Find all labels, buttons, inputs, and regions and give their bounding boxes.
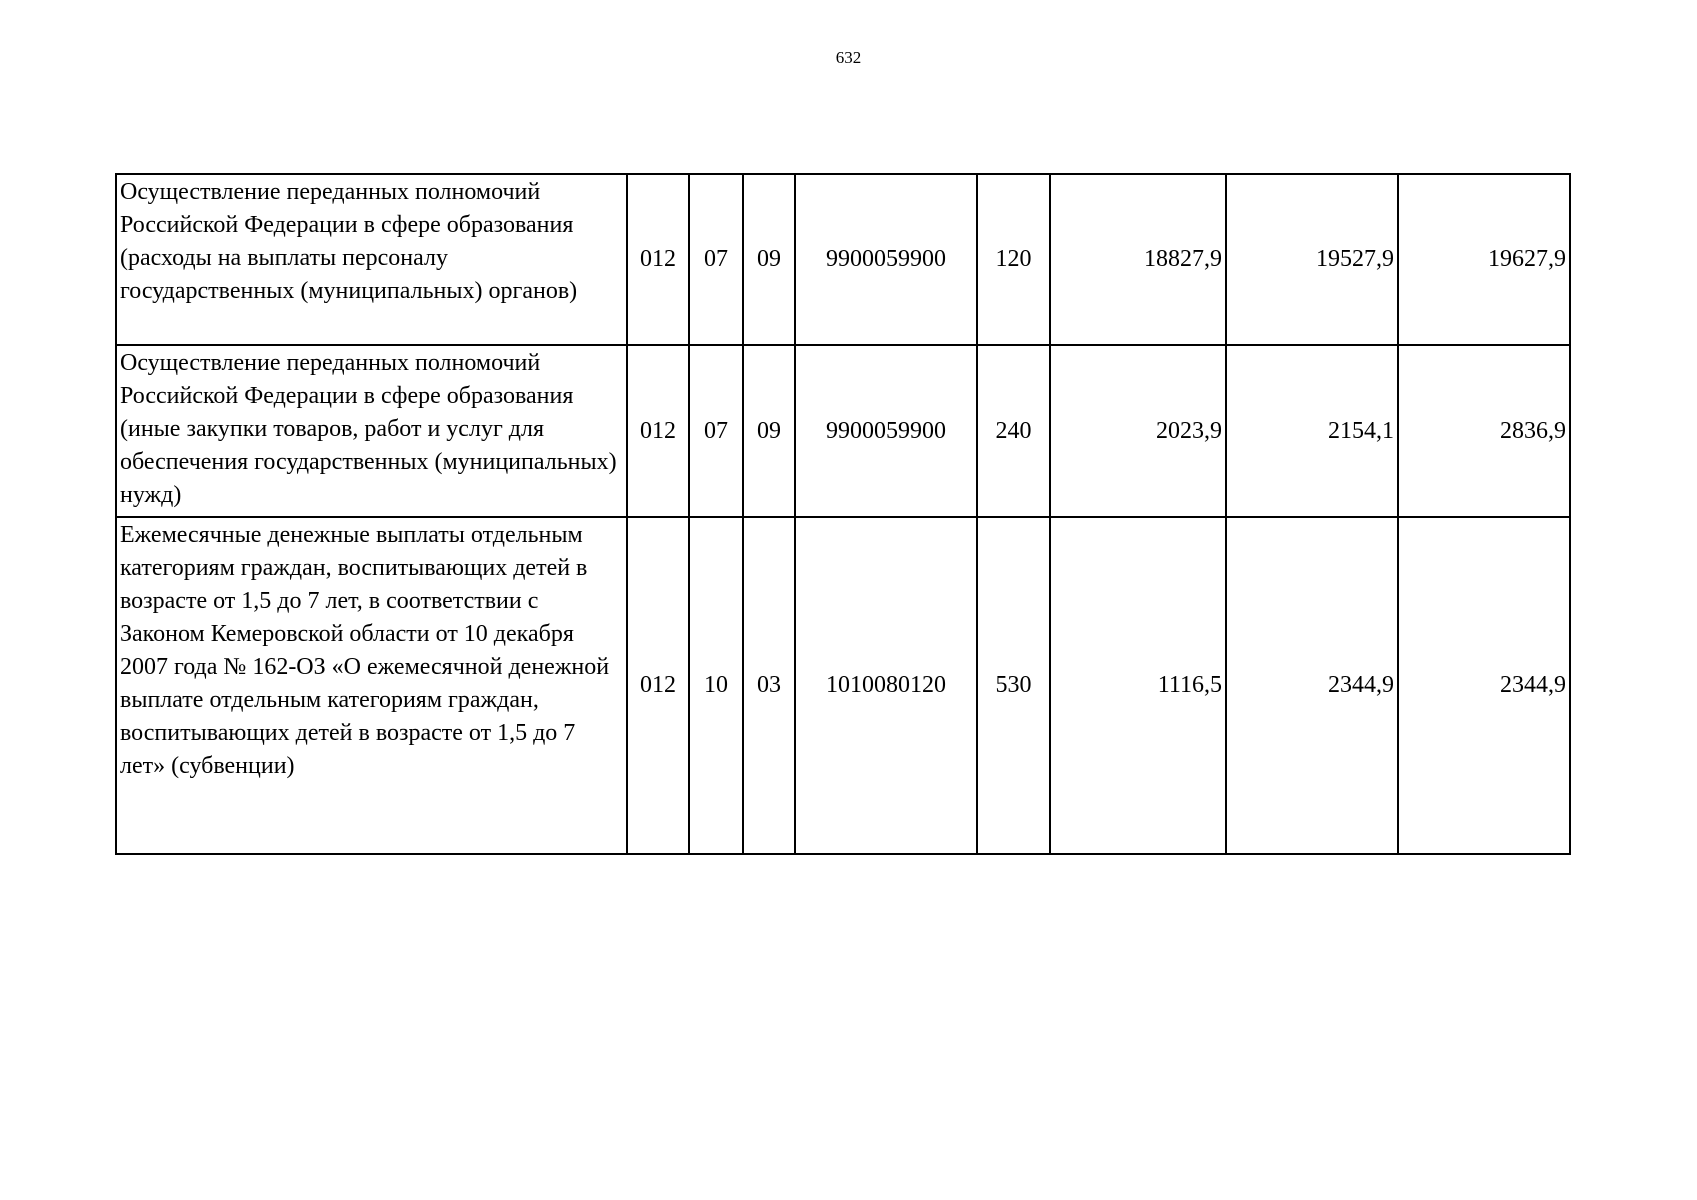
row-description: Ежемесячные денежные выплаты отдельным категориям граждан, воспитывающих детей в возрасте от 1,5 до 7 лет, в соответствии с Законом Кемеровской области от 10 декабря 2007 года № 162-ОЗ «О ежемесячной денежной выплате отдельным категориям граждан, воспитывающих детей в возрасте от 1,5 до 7 лет» (субвенции) [116,517,627,854]
section-code: 07 [689,174,743,345]
amount-year-1: 2023,9 [1050,345,1226,517]
target-article-code: 9900059900 [795,345,977,517]
amount-year-3: 2836,9 [1398,345,1570,517]
page-number: 632 [835,48,862,67]
amount-year-2: 2344,9 [1226,517,1398,854]
ministry-code: 012 [627,345,689,517]
ministry-code: 012 [627,174,689,345]
expense-type-code: 530 [977,517,1050,854]
expense-type-code: 240 [977,345,1050,517]
expense-type-code: 120 [977,174,1050,345]
row-description: Осуществление переданных полномочий Российской Федерации в сфере образования (расходы на выплаты персоналу государственных (муниципальных) органов) [116,174,627,345]
amount-year-3: 2344,9 [1398,517,1570,854]
amount-year-3: 19627,9 [1398,174,1570,345]
target-article-code: 9900059900 [795,174,977,345]
target-article-code: 1010080120 [795,517,977,854]
amount-year-2: 2154,1 [1226,345,1398,517]
section-code: 07 [689,345,743,517]
amount-year-2: 19527,9 [1226,174,1398,345]
table-row [116,517,1570,854]
amount-year-1: 1116,5 [1050,517,1226,854]
ministry-code: 012 [627,517,689,854]
subsection-code: 03 [743,517,795,854]
budget-table [115,173,1571,855]
table-row [116,345,1570,517]
table-row [116,174,1570,345]
section-code: 10 [689,517,743,854]
subsection-code: 09 [743,174,795,345]
subsection-code: 09 [743,345,795,517]
amount-year-1: 18827,9 [1050,174,1226,345]
row-description: Осуществление переданных полномочий Российской Федерации в сфере образования (иные закупки товаров, работ и услуг для обеспечения государственных (муниципальных) нужд) [116,345,627,517]
